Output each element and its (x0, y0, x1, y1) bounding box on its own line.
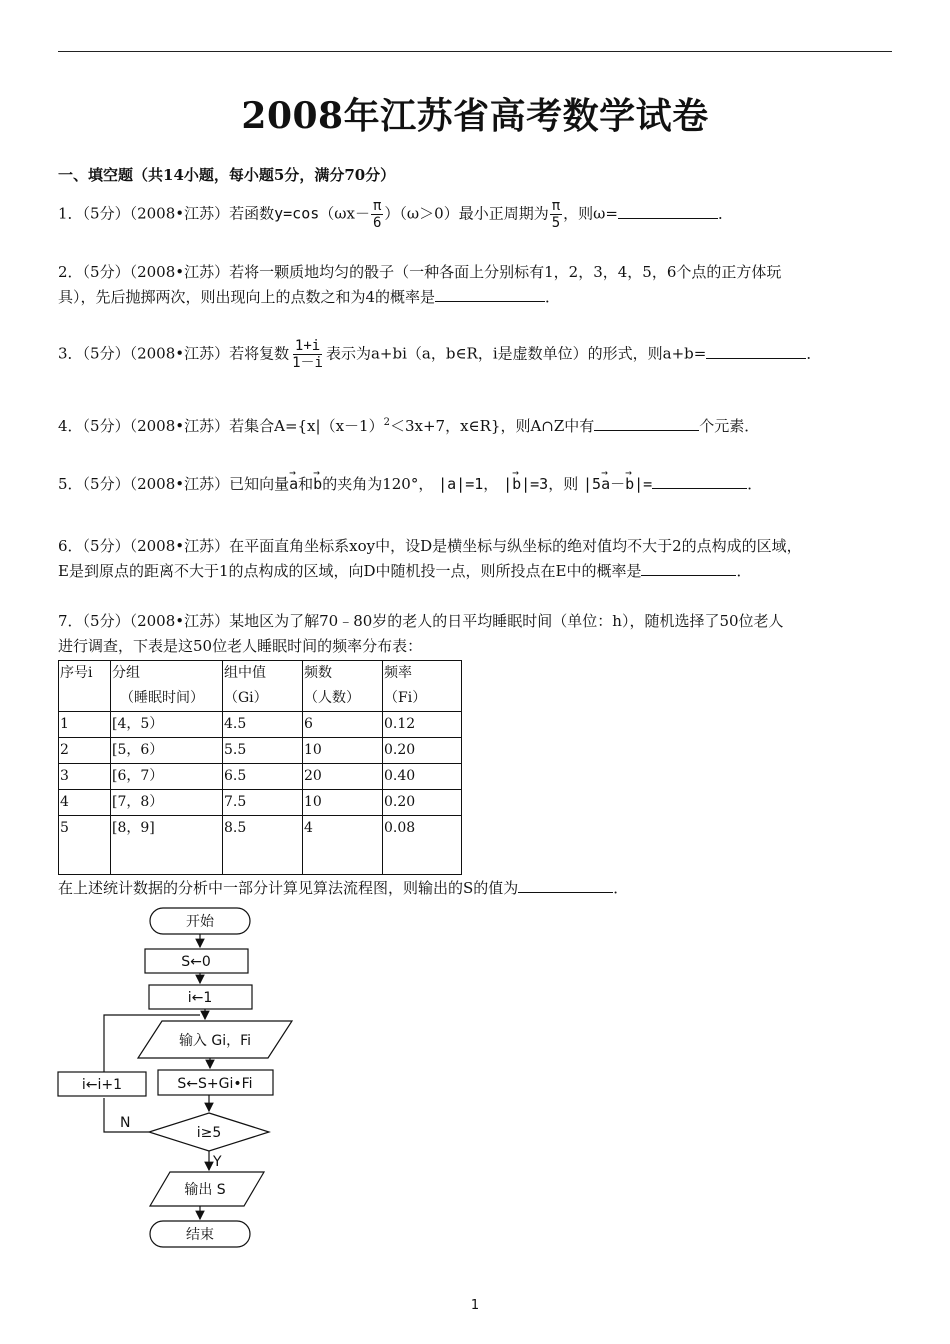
table-cell: 4 (303, 816, 383, 875)
q4-mid: ＜3x+7，x∈R}，则A∩Z中有 (389, 417, 595, 435)
q3-num: 1+i (294, 338, 321, 354)
q3-fraction (290, 338, 325, 371)
table-cell: 4 (59, 790, 111, 816)
header-rule (58, 51, 892, 52)
page-title: 2008年江苏省高考数学试卷 (241, 95, 709, 137)
q6-end: ． (736, 562, 752, 580)
q6-line2-text: E是到原点的距离不大于1的点构成的区域，向D中随机投一点，则所投点在E中的概率是 (58, 562, 642, 580)
q3-den: 1－i (292, 355, 323, 371)
header-line: （人数） (304, 690, 360, 706)
q4-sup: 2 (383, 417, 390, 428)
table-cell: 2 (59, 738, 111, 764)
q2-line2-text: 具），先后抛掷两次，则出现向上的点数之和为4的概率是 (58, 288, 436, 306)
table-cell: [6，7） (111, 764, 223, 790)
vector-b-2: → b (512, 472, 521, 497)
section-heading: 一、填空题（共14小题，每小题5分，满分70分） (58, 166, 396, 184)
q1-prefix: 1．（5分）（2008•江苏）若函数 (58, 204, 275, 223)
flow-end-text: 结束 (186, 1227, 214, 1243)
header-line: （Gi） (224, 690, 268, 706)
q2-end: ． (545, 288, 561, 306)
table-cell: 3 (59, 764, 111, 790)
q1-suffix: ，则ω= (563, 204, 618, 223)
q5-abs-b-open: | (503, 475, 513, 493)
table-row (59, 764, 462, 790)
q1-paren-close: ）（ω＞0）最小正周期为 (384, 204, 549, 223)
table-cell: [5，6） (111, 738, 223, 764)
algorithm-flowchart (0, 900, 320, 1260)
q2-line2 (58, 285, 898, 310)
table-cell: 0.40 (383, 764, 462, 790)
table-cell: 0.08 (383, 816, 462, 875)
table-cell: 0.12 (383, 712, 462, 738)
table-header (383, 661, 462, 712)
q6-line1: 6．（5分）（2008•江苏）在平面直角坐标系xoy中，设D是横坐标与纵坐标的绝对值均不大于2的点构成的区域， (58, 537, 802, 555)
header-line: （睡眠时间） (120, 690, 204, 706)
q1-pi: π (372, 198, 382, 214)
flow-output-text: 输出 S (184, 1182, 226, 1198)
table-cell: 4.5 (223, 712, 303, 738)
q3-prefix: 3．（5分）（2008•江苏）若将复数 (58, 344, 290, 363)
table-cell: 0.20 (383, 738, 462, 764)
header-line: 频数 (304, 665, 332, 681)
flow-no-label: N (120, 1115, 131, 1131)
question-4 (58, 410, 898, 439)
q3-end: ． (806, 344, 822, 363)
flow-i1-text: i←1 (187, 990, 213, 1006)
answer-blank[interactable] (618, 203, 718, 219)
vector-a-2: → a (601, 472, 610, 497)
q1-func: y=cos (274, 204, 320, 223)
q5-abs-a: |a|=1， (438, 475, 499, 493)
table-header (59, 661, 111, 712)
q7-after: 在上述统计数据的分析中一部分计算见算法流程图，则输出的S的值为 (58, 879, 519, 897)
q6-line2 (58, 559, 898, 584)
table-cell: 20 (303, 764, 383, 790)
header-line: （Fi） (384, 690, 427, 706)
question-3 (58, 338, 898, 371)
q7-line1: 7．（5分）（2008•江苏）某地区为了解70﹣80岁的老人的日平均睡眠时间（单位：h），随机选择了50位老人 (58, 612, 784, 630)
table-header (303, 661, 383, 712)
answer-blank[interactable] (641, 560, 736, 576)
q1-end: ． (717, 204, 733, 223)
q1-paren-open: （ωx－ (319, 204, 370, 223)
table-row (59, 790, 462, 816)
question-1 (58, 198, 898, 231)
table-cell: [4，5） (111, 712, 223, 738)
table-cell: 1 (59, 712, 111, 738)
q5-minus: － (610, 475, 626, 493)
header-line: 组中值 (224, 665, 266, 681)
flow-inc-text: i←i+1 (81, 1077, 123, 1093)
q7-line2: 进行调查，下表是这50位老人睡眠时间的频率分布表： (58, 637, 423, 655)
flow-update-text: S←S+Gi•Fi (177, 1076, 253, 1092)
q5-expr-close: |= (634, 475, 653, 493)
vector-b-3: → b (625, 472, 634, 497)
q1-pi-2: π (551, 198, 561, 214)
q1-frac-pi-5 (550, 198, 562, 231)
question-2 (58, 260, 898, 310)
question-5 (58, 472, 898, 497)
table-header-row (59, 661, 462, 712)
table-cell: 10 (303, 790, 383, 816)
table-cell: 5 (59, 816, 111, 875)
q4-prefix: 4．（5分）（2008•江苏）若集合A={x|（x－1） (58, 417, 384, 435)
q1-frac-pi-6 (371, 198, 383, 231)
flow-start-text: 开始 (186, 914, 214, 930)
answer-blank[interactable] (518, 877, 613, 893)
table-header (223, 661, 303, 712)
question-6 (58, 534, 898, 584)
q5-prefix: 5．（5分）（2008•江苏）已知向量 (58, 475, 290, 493)
vector-a: → a (289, 472, 298, 497)
q5-end: ． (747, 475, 763, 493)
answer-blank[interactable] (594, 415, 699, 431)
flow-input-text: 输入 Gi，Fi (178, 1033, 252, 1049)
answer-blank[interactable] (435, 286, 545, 302)
table-cell: 10 (303, 738, 383, 764)
question-7 (58, 609, 898, 659)
vector-b: → b (313, 472, 322, 497)
table-row (59, 816, 462, 875)
question-7-followup (58, 876, 898, 901)
flow-yes-label: Y (213, 1154, 222, 1170)
table-cell: [7，8） (111, 790, 223, 816)
flow-s0-text: S←0 (181, 954, 211, 970)
flow-cond-text: i≥5 (196, 1125, 222, 1141)
q7-end: ． (613, 879, 629, 897)
page-number: 1 (470, 1298, 480, 1313)
table-cell: 8.5 (223, 816, 303, 875)
answer-blank[interactable] (706, 343, 806, 359)
q1-den5: 5 (551, 215, 561, 231)
q5-mid: 的夹角为120°， (322, 475, 434, 493)
table-cell: 6 (303, 712, 383, 738)
q5-abs-b-close: |=3，则 (521, 475, 579, 493)
header-line: 序号i (60, 665, 93, 681)
table-row (59, 738, 462, 764)
table-cell: 6.5 (223, 764, 303, 790)
q5-and: 和 (298, 475, 314, 493)
table-cell: 7.5 (223, 790, 303, 816)
frequency-table (58, 660, 462, 875)
q1-den6: 6 (372, 215, 382, 231)
table-cell: 0.20 (383, 790, 462, 816)
q3-suffix: 表示为a+bi（a，b∈R，i是虚数单位）的形式，则a+b= (325, 344, 707, 363)
table-cell: [8，9] (111, 816, 223, 875)
table-row (59, 712, 462, 738)
header-line: 分组 (112, 665, 140, 681)
q5-expr-open: |5 (583, 475, 602, 493)
header-line: 频率 (384, 665, 412, 681)
q4-end: 个元素． (699, 417, 760, 435)
q2-line1: 2．（5分）（2008•江苏）若将一颗质地均匀的骰子（一种各面上分别标有1，2，3，4，5，6个点的正方体玩 (58, 263, 782, 281)
answer-blank[interactable] (652, 473, 747, 489)
table-cell: 5.5 (223, 738, 303, 764)
table-header (111, 661, 223, 712)
